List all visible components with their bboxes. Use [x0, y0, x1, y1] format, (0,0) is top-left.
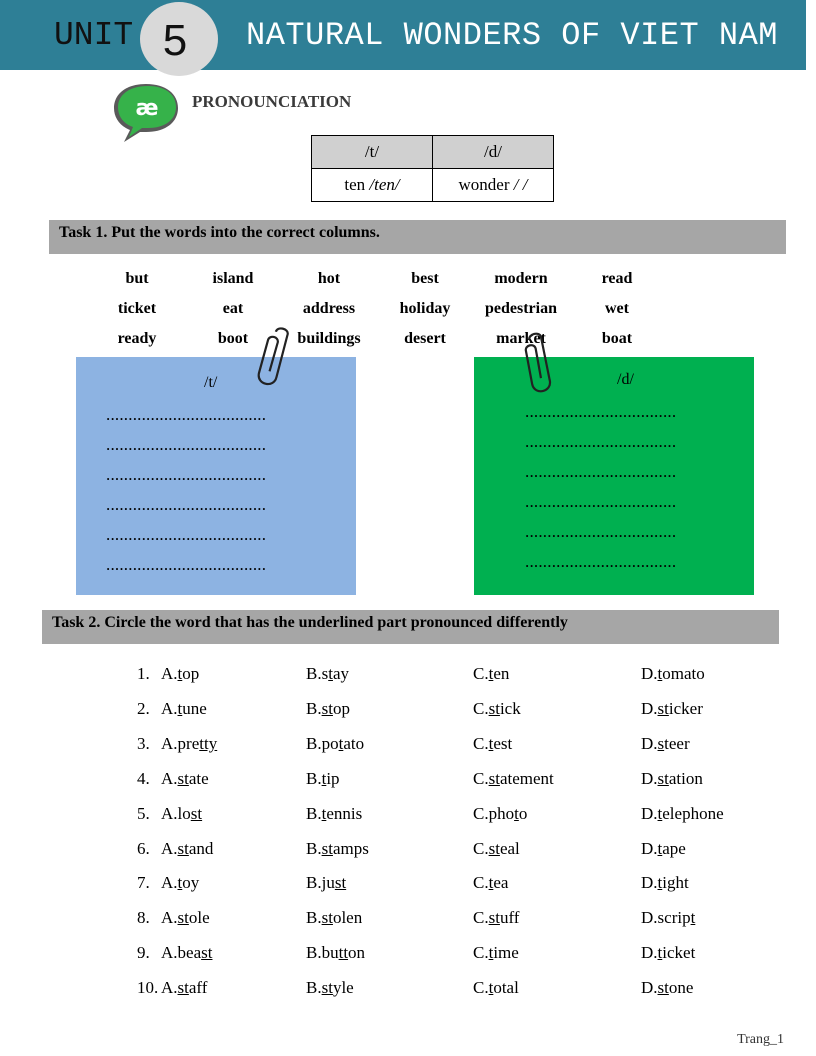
option-suffix: uff — [499, 908, 520, 928]
ipa-example-table — [311, 135, 554, 202]
option-underlined: st — [177, 978, 189, 998]
word-item: desert — [404, 330, 446, 347]
answer-option[interactable] — [161, 839, 213, 859]
answer-option[interactable] — [306, 664, 349, 684]
option-letter: C. — [473, 943, 489, 963]
option-suffix: olen — [332, 908, 363, 928]
option-underlined: st — [657, 978, 669, 998]
option-letter: C. — [473, 978, 489, 998]
answer-line[interactable]: .................................... — [106, 465, 267, 484]
ipa-table-example-row — [312, 169, 554, 202]
option-letter: C. — [473, 873, 489, 893]
answer-option[interactable] — [306, 734, 364, 754]
answer-option[interactable] — [641, 734, 690, 754]
answer-option[interactable] — [306, 804, 362, 824]
word-item: hot — [317, 270, 341, 287]
word-item: holiday — [399, 300, 451, 317]
option-underlined: t — [657, 803, 663, 823]
answer-option[interactable] — [306, 908, 362, 928]
option-underlined: st — [321, 838, 333, 858]
answer-option[interactable] — [473, 873, 508, 893]
option-underlined: t — [488, 664, 494, 683]
question-number: 1. — [137, 664, 150, 683]
answer-option[interactable] — [161, 699, 207, 719]
answer-option[interactable] — [161, 943, 212, 963]
option-prefix: pho — [488, 803, 515, 823]
answer-line[interactable]: .................................. — [525, 492, 677, 511]
option-underlined: st — [334, 873, 347, 893]
answer-option[interactable] — [306, 699, 350, 719]
question-number: 8. — [137, 908, 150, 928]
option-letter: C. — [473, 768, 489, 788]
option-underlined: t — [321, 803, 327, 823]
answer-option[interactable] — [306, 978, 354, 998]
answer-option[interactable] — [473, 943, 519, 963]
option-underlined: t — [488, 978, 494, 998]
answer-line[interactable]: .................................. — [525, 462, 677, 481]
answer-option[interactable] — [641, 664, 705, 684]
answer-option[interactable] — [641, 943, 695, 963]
answer-option[interactable] — [641, 839, 686, 859]
option-letter: C. — [473, 664, 489, 683]
option-underlined: st — [657, 698, 669, 718]
answer-option[interactable] — [473, 908, 519, 928]
option-prefix: scrip — [657, 908, 691, 928]
option-prefix: bu — [321, 943, 339, 963]
option-letter: A. — [161, 698, 178, 718]
answer-option[interactable] — [473, 804, 527, 824]
option-underlined: tty — [199, 733, 218, 753]
option-letter: B. — [306, 664, 322, 683]
option-suffix: ea — [493, 873, 509, 893]
paperclip-icon — [522, 330, 558, 402]
answer-option[interactable] — [306, 839, 369, 859]
option-letter: D. — [641, 803, 658, 823]
option-letter: D. — [641, 733, 658, 753]
option-suffix: op — [332, 698, 350, 718]
option-underlined: t — [177, 698, 183, 718]
option-suffix: une — [182, 698, 207, 718]
option-underlined: t — [488, 943, 494, 963]
question-number: 7. — [137, 873, 150, 893]
option-underlined: st — [321, 908, 333, 928]
word-item: island — [212, 270, 254, 287]
option-letter: A. — [161, 943, 178, 963]
option-suffix: atement — [499, 768, 554, 788]
option-underlined: t — [338, 733, 344, 753]
option-underlined: t — [657, 664, 663, 683]
option-letter: B. — [306, 908, 322, 928]
word-item: modern — [494, 270, 548, 287]
option-suffix: oy — [182, 873, 200, 893]
ae-symbol: æ — [135, 96, 159, 121]
answer-line[interactable]: .................................... — [106, 405, 267, 424]
answer-option[interactable] — [641, 769, 703, 789]
option-letter: A. — [161, 768, 178, 788]
word-item: boat — [601, 330, 633, 347]
word-item: buildings — [297, 330, 361, 347]
option-letter: C. — [473, 733, 489, 753]
task1-title: Task 1. Put the words into the correct columns. — [49, 220, 786, 254]
option-suffix: ime — [493, 943, 519, 963]
option-prefix: ju — [321, 873, 335, 893]
option-letter: C. — [473, 908, 489, 928]
option-letter: A. — [161, 803, 178, 823]
answer-option[interactable] — [473, 664, 509, 684]
question-number: 10. — [137, 978, 159, 998]
d-column-label: /d/ — [617, 371, 634, 388]
answer-option[interactable] — [641, 804, 724, 824]
answer-option[interactable] — [641, 873, 689, 893]
question-number: 2. — [137, 698, 150, 718]
option-underlined: t — [177, 873, 183, 893]
option-letter: D. — [641, 838, 658, 858]
option-suffix: on — [348, 943, 366, 963]
answer-line[interactable]: .................................... — [106, 525, 267, 544]
option-letter: A. — [161, 873, 178, 893]
option-letter: A. — [161, 978, 178, 998]
word-item: read — [601, 270, 633, 287]
question-number: 5. — [137, 803, 150, 823]
ipa-header-d: /d/ — [433, 136, 554, 169]
example-word: wonder — [458, 175, 510, 194]
option-suffix: eal — [499, 838, 520, 858]
option-letter: B. — [306, 873, 322, 893]
option-prefix: bea — [177, 943, 202, 963]
option-letter: C. — [473, 803, 489, 823]
option-suffix: ay — [332, 664, 349, 683]
option-letter: D. — [641, 698, 658, 718]
option-prefix: pre — [177, 733, 200, 753]
option-letter: A. — [161, 908, 178, 928]
option-suffix: and — [188, 838, 214, 858]
unit-title: NATURAL WONDERS OF VIET NAM — [246, 17, 778, 54]
word-item: best — [411, 270, 439, 287]
option-letter: B. — [306, 733, 322, 753]
word-item: pedestrian — [485, 300, 557, 317]
answer-option[interactable] — [641, 699, 703, 719]
option-suffix: ennis — [326, 803, 363, 823]
option-suffix: ato — [343, 733, 365, 753]
option-suffix: ate — [188, 768, 209, 788]
option-underlined: t — [657, 873, 663, 893]
option-letter: C. — [473, 698, 489, 718]
answer-option[interactable] — [641, 978, 693, 998]
option-letter: B. — [306, 698, 322, 718]
word-item: market — [496, 330, 546, 347]
answer-option[interactable] — [641, 908, 695, 928]
option-underlined: st — [488, 768, 500, 788]
option-suffix: ole — [188, 908, 210, 928]
option-suffix: est — [493, 733, 513, 753]
answer-option[interactable] — [473, 734, 512, 754]
option-underlined: t — [657, 838, 663, 858]
option-suffix: icket — [662, 943, 696, 963]
option-underlined: st — [177, 768, 189, 788]
option-suffix: ape — [662, 838, 686, 858]
option-underlined: t — [321, 768, 327, 788]
option-underlined: t — [328, 664, 333, 683]
word-item: address — [302, 300, 356, 317]
option-letter: C. — [473, 838, 489, 858]
option-underlined: st — [488, 698, 500, 718]
answer-option[interactable] — [306, 873, 346, 893]
option-letter: D. — [641, 664, 658, 683]
option-suffix: amps — [332, 838, 369, 858]
option-underlined: t — [657, 943, 663, 963]
answer-option[interactable] — [473, 769, 554, 789]
unit-label: UNIT — [54, 17, 134, 54]
question-number: 9. — [137, 943, 150, 963]
ipa-example-d — [433, 169, 554, 202]
option-underlined: st — [488, 908, 500, 928]
example-ipa: / / — [513, 175, 528, 194]
answer-line[interactable]: .................................... — [106, 435, 267, 454]
option-letter: D. — [641, 908, 658, 928]
speech-bubble-ae-icon — [110, 80, 182, 146]
option-letter: B. — [306, 978, 322, 998]
option-suffix: aff — [188, 978, 208, 998]
unit-number: 5 — [162, 16, 188, 65]
ipa-example-t — [312, 169, 433, 202]
option-letter: B. — [306, 838, 322, 858]
answer-option[interactable] — [161, 664, 199, 684]
answer-option[interactable] — [161, 734, 217, 754]
option-suffix: ip — [326, 768, 340, 788]
option-suffix: ick — [499, 698, 521, 718]
option-letter: A. — [161, 733, 178, 753]
pronunciation-heading: PRONOUNCIATION — [192, 92, 352, 111]
answer-line[interactable]: .................................. — [525, 552, 677, 571]
option-suffix: teer — [664, 733, 690, 753]
ipa-header-t: /t/ — [312, 136, 433, 169]
paperclip-icon — [256, 324, 292, 396]
option-underlined: t — [514, 803, 519, 823]
answer-option[interactable] — [161, 873, 199, 893]
option-suffix: one — [668, 978, 694, 998]
answer-option[interactable] — [161, 978, 207, 998]
word-item: wet — [605, 300, 629, 317]
option-underlined: st — [190, 803, 203, 823]
option-suffix: op — [182, 664, 200, 683]
option-underlined: t — [488, 873, 494, 893]
word-item: ready — [117, 330, 157, 347]
option-letter: A. — [161, 838, 178, 858]
option-underlined: st — [321, 698, 333, 718]
option-underlined: s — [657, 733, 665, 753]
answer-line[interactable]: .................................. — [525, 402, 677, 421]
answer-line[interactable]: .................................. — [525, 522, 677, 541]
option-underlined: tt — [338, 943, 349, 963]
option-letter: A. — [161, 664, 178, 683]
option-letter: D. — [641, 978, 658, 998]
t-column-label: /t/ — [204, 374, 218, 391]
word-item: eat — [222, 300, 244, 317]
option-suffix: ight — [662, 873, 689, 893]
option-prefix: po — [321, 733, 339, 753]
option-suffix: elephone — [662, 803, 724, 823]
option-suffix: yle — [332, 978, 354, 998]
option-letter: B. — [306, 943, 322, 963]
option-suffix: icker — [668, 698, 703, 718]
answer-option[interactable] — [161, 908, 210, 928]
ipa-table-header-row — [312, 136, 554, 169]
option-underlined: st — [657, 768, 669, 788]
question-number: 4. — [137, 768, 150, 788]
option-letter: D. — [641, 768, 658, 788]
option-suffix: ation — [668, 768, 703, 788]
option-underlined: t — [177, 664, 183, 683]
question-number: 3. — [137, 733, 150, 753]
option-letter: D. — [641, 873, 658, 893]
option-underlined: t — [488, 733, 494, 753]
answer-option[interactable] — [306, 769, 340, 789]
option-underlined: st — [488, 838, 500, 858]
option-letter: D. — [641, 943, 658, 963]
answer-option[interactable] — [306, 943, 365, 963]
option-prefix: lo — [177, 803, 191, 823]
task2-title: Task 2. Circle the word that has the underlined part pronounced differently — [42, 610, 779, 644]
example-word: ten — [344, 175, 366, 194]
page-number: Trang_1 — [737, 1032, 784, 1047]
answer-option[interactable] — [161, 804, 202, 824]
option-underlined: st — [321, 978, 333, 998]
option-suffix: en — [493, 664, 510, 683]
answer-option[interactable] — [473, 839, 520, 859]
answer-line[interactable]: .................................... — [106, 495, 267, 514]
answer-line[interactable]: .................................... — [106, 555, 267, 574]
answer-line[interactable]: .................................. — [525, 432, 677, 451]
word-item: ticket — [117, 300, 157, 317]
option-letter: B. — [306, 803, 322, 823]
option-underlined: st — [177, 908, 189, 928]
option-suffix: o — [518, 803, 528, 823]
option-underlined: t — [690, 908, 696, 928]
answer-option[interactable] — [161, 769, 209, 789]
option-prefix: s — [321, 664, 329, 683]
word-item: but — [125, 270, 149, 287]
option-suffix: omato — [662, 664, 705, 683]
example-ipa: /ten/ — [369, 175, 400, 194]
option-underlined: st — [201, 943, 213, 963]
answer-option[interactable] — [473, 978, 519, 998]
option-underlined: st — [177, 838, 189, 858]
word-item: boot — [217, 330, 249, 347]
option-letter: B. — [306, 768, 322, 788]
answer-option[interactable] — [473, 699, 521, 719]
option-suffix: otal — [493, 978, 519, 998]
question-number: 6. — [137, 838, 150, 858]
